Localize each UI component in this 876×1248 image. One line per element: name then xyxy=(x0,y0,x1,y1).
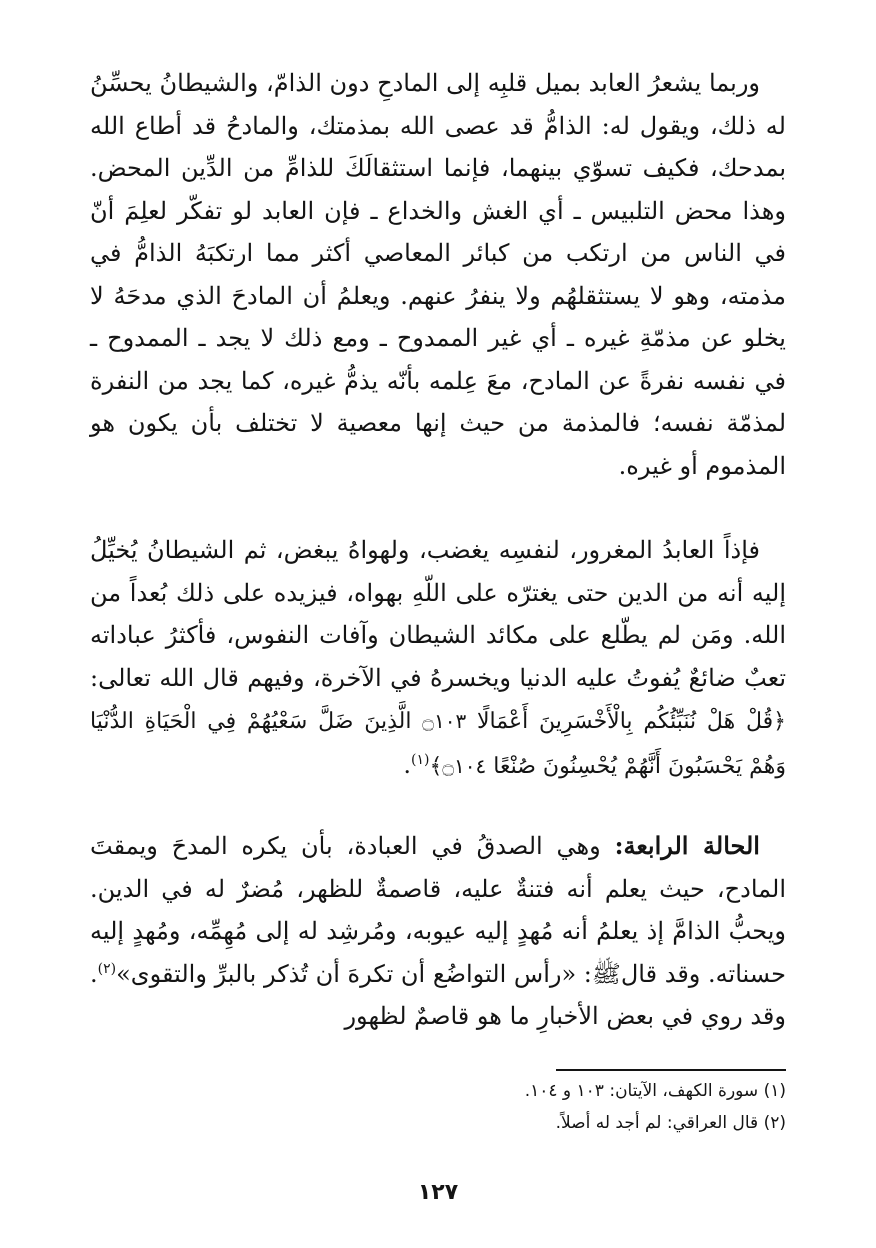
paragraph-2-end: . xyxy=(403,750,411,779)
salutation-glyph: ﷺ xyxy=(591,959,621,988)
quran-close-bracket: ﴾ xyxy=(429,753,443,779)
footnote-ref-1[interactable]: (١) xyxy=(410,751,430,768)
footnote-divider xyxy=(556,1069,786,1071)
quran-verse-part-1: قُلْ هَلْ نُنَبِّئُكُم بِالْأَخْسَرِينَ أَعْمَالًا xyxy=(476,709,774,734)
section-heading: الحالة الرابعة: xyxy=(614,831,760,860)
paragraph-3 xyxy=(90,825,786,1038)
paragraph-3-text-1: وهي الصدقُ في العبادة، بأن يكره المدحَ ويمقتَ المادح، حيث يعلم أنه فتنةٌ عليه، قاصمةٌ للظهر، مُضرٌ له في الدين. ويحبُّ الذامَّ إذ يعلمُ أنه مُهدٍ إليه عيوبه، ومُرشِد له إلى مُهِمِّه، ومُهدٍ إليه حسناته. وقد قال xyxy=(90,832,786,988)
quran-verse xyxy=(90,709,786,779)
footnote-1: (١) سورة الكهف، الآيتان: ١٠٣ و ١٠٤. xyxy=(524,1081,786,1101)
ayah-number-103: ۝١٠٣ xyxy=(422,709,467,733)
footnote-ref-2[interactable]: (٢) xyxy=(97,960,117,977)
paragraph-2 xyxy=(90,529,786,788)
paragraph-1 xyxy=(90,62,786,487)
paragraph-1-text: وربما يشعرُ العابد بميل قلبِه إلى المادحِ دون الذامّ، والشيطانُ يحسِّنُ له ذلك، ويقول له: الذامُّ قد عصى الله بمذمتك، والمادحُ قد أطاع الله بمدحك، فكيف تسوّي بينهما، فإنما استثقالَكَ للذامِّ من الدِّين المحض. وهذا محض التلبيس ـ أي الغش والخداع ـ فإن العابد لو تفكّر لعلِمَ أنّ في الناس من ارتكب من كبائر المعاصي أكثر مما ارتكبَهُ الذامُّ في مذمته، وهو لا يستثقلهُم ولا ينفرُ عنهم. ويعلمُ أن المادحَ الذي مدحَهُ لا يخلو عن مذمّةِ غيره ـ أي غير الممدوح ـ ومع ذلك لا يجد ـ الممدوح ـ في نفسه نفرةً عن المادح، معَ عِلمه بأنّه يذمُّ غيره، كما يجد من النفرة لمذمّة نفسه؛ فالمذمة من حيث إنها معصية لا تختلف بأن يكون هو المذموم أو غيره. xyxy=(90,69,786,480)
paragraph-3-text-3: . وقد روي في بعض الأخبارِ ما هو قاصمٌ لظهور xyxy=(90,959,786,1030)
page-number: ١٢٧ xyxy=(417,1180,459,1205)
ayah-number-104: ۝١٠٤ xyxy=(442,753,487,778)
footnote-2: (٢) قال العراقي: لم أجد له أصلاً. xyxy=(555,1113,786,1133)
quran-open-bracket: ﴿ xyxy=(773,709,787,734)
paragraph-2-text: فإذاً العابدُ المغرور، لنفسِه يغضب، ولهواهُ يبغض، ثم الشيطانُ يُخيِّلُ إليه أنه من الدين حتى يغترّه على اللّهِ بهواه، فيزيده على ذلك بُعداً من الله. ومَن لم يطّلع على مكائد الشيطان وآفات النفوس، فأكثرُ عباداته تعبٌ ضائعٌ يُفوتُ عليه الدنيا ويخسرهُ في الآخرة، وفيهم قال الله تعالى: xyxy=(90,536,786,692)
quran-verse-part-2: الَّذِينَ ضَلَّ سَعْيُهُمْ فِي الْحَيَاةِ الدُّنْيَا وَهُمْ يَحْسَبُونَ أَنَّهُمْ يُحْسِنُونَ صُنْعًا xyxy=(90,709,786,779)
hadith-quote: : «رأس التواضُع أن تكرهَ أن تُذكر بالبرِّ والتقوى» xyxy=(116,959,592,988)
